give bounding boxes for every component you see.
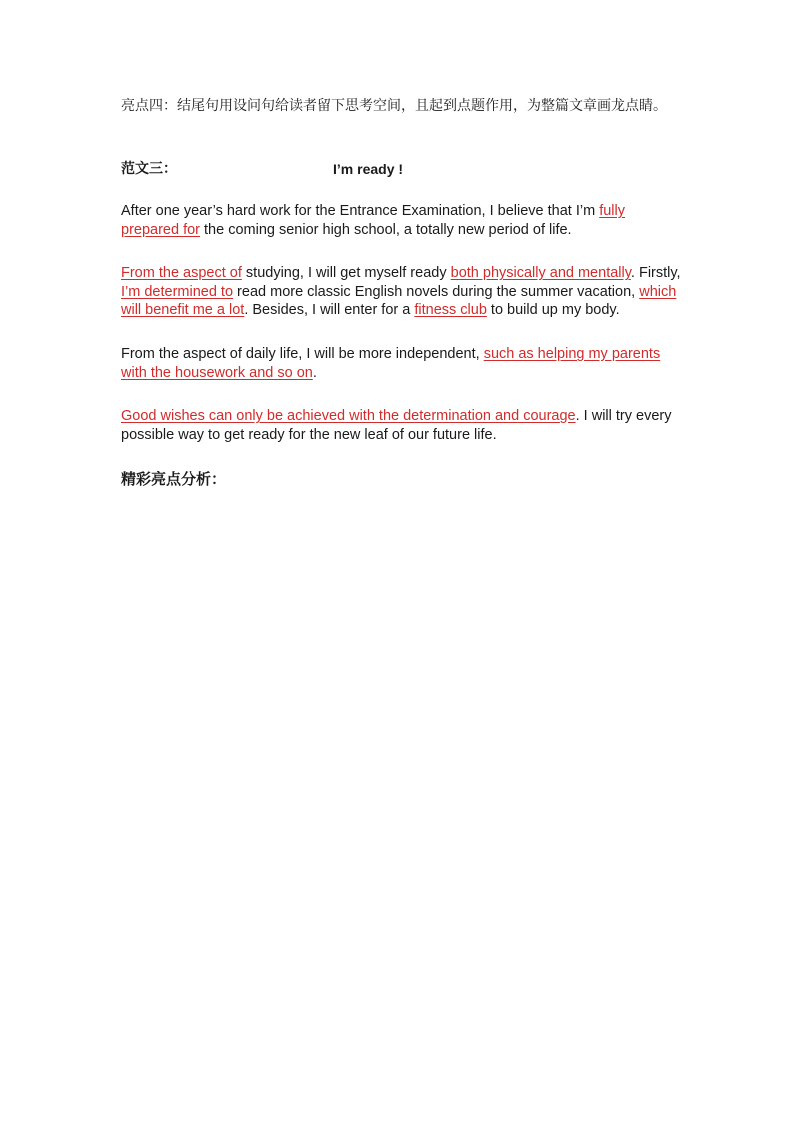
highlighted-phrase: From the aspect of bbox=[121, 265, 242, 282]
text-segment: After one year’s hard work for the Entrance Examination, I believe that I’m bbox=[121, 203, 600, 219]
text-segment: . Firstly, bbox=[630, 265, 681, 282]
text-segment: . I will try every possible way to get ready for the new leaf of our future life. bbox=[121, 408, 672, 443]
essay-paragraph bbox=[121, 202, 681, 239]
essay-title: I’m ready ! bbox=[333, 161, 404, 177]
highlighted-phrase: I’m determined to bbox=[121, 283, 234, 300]
highlighted-phrase: which will benefit me a lot bbox=[121, 283, 677, 319]
text-segment: read more classic English novels during the summer vacation, bbox=[233, 283, 640, 300]
text-segment: studying, I will get myself ready bbox=[241, 265, 451, 282]
highlighted-phrase: Good wishes can only be achieved with the determination and courage bbox=[121, 408, 576, 425]
highlighted-phrase: fully prepared for bbox=[121, 203, 625, 238]
highlighted-phrase: fitness club bbox=[414, 302, 487, 319]
analysis-heading: 精彩亮点分析： bbox=[121, 470, 227, 489]
essay-label: 范文三： bbox=[121, 161, 177, 177]
essay-paragraph bbox=[121, 407, 681, 444]
essay-heading bbox=[121, 159, 681, 179]
text-segment: . bbox=[312, 364, 317, 381]
essay-paragraph bbox=[121, 264, 681, 320]
highlight-note: 亮点四：结尾句用设问句给读者留下思考空间，且起到点题作用，为整篇文章画龙点睛。 bbox=[121, 98, 667, 114]
essay-body bbox=[121, 202, 681, 444]
text-segment: the coming senior high school, a totally new period of life. bbox=[200, 221, 572, 238]
highlighted-phrase: such as helping my parents with the housework and so on bbox=[121, 345, 661, 381]
text-segment: . Besides, I will enter for a bbox=[244, 302, 415, 319]
document-content bbox=[121, 96, 681, 489]
text-segment: From the aspect of daily life, I will be more independent, bbox=[121, 345, 484, 362]
highlighted-phrase: both physically and mentally bbox=[450, 265, 631, 282]
essay-paragraph bbox=[121, 345, 681, 382]
text-segment: to build up my body. bbox=[486, 302, 620, 319]
